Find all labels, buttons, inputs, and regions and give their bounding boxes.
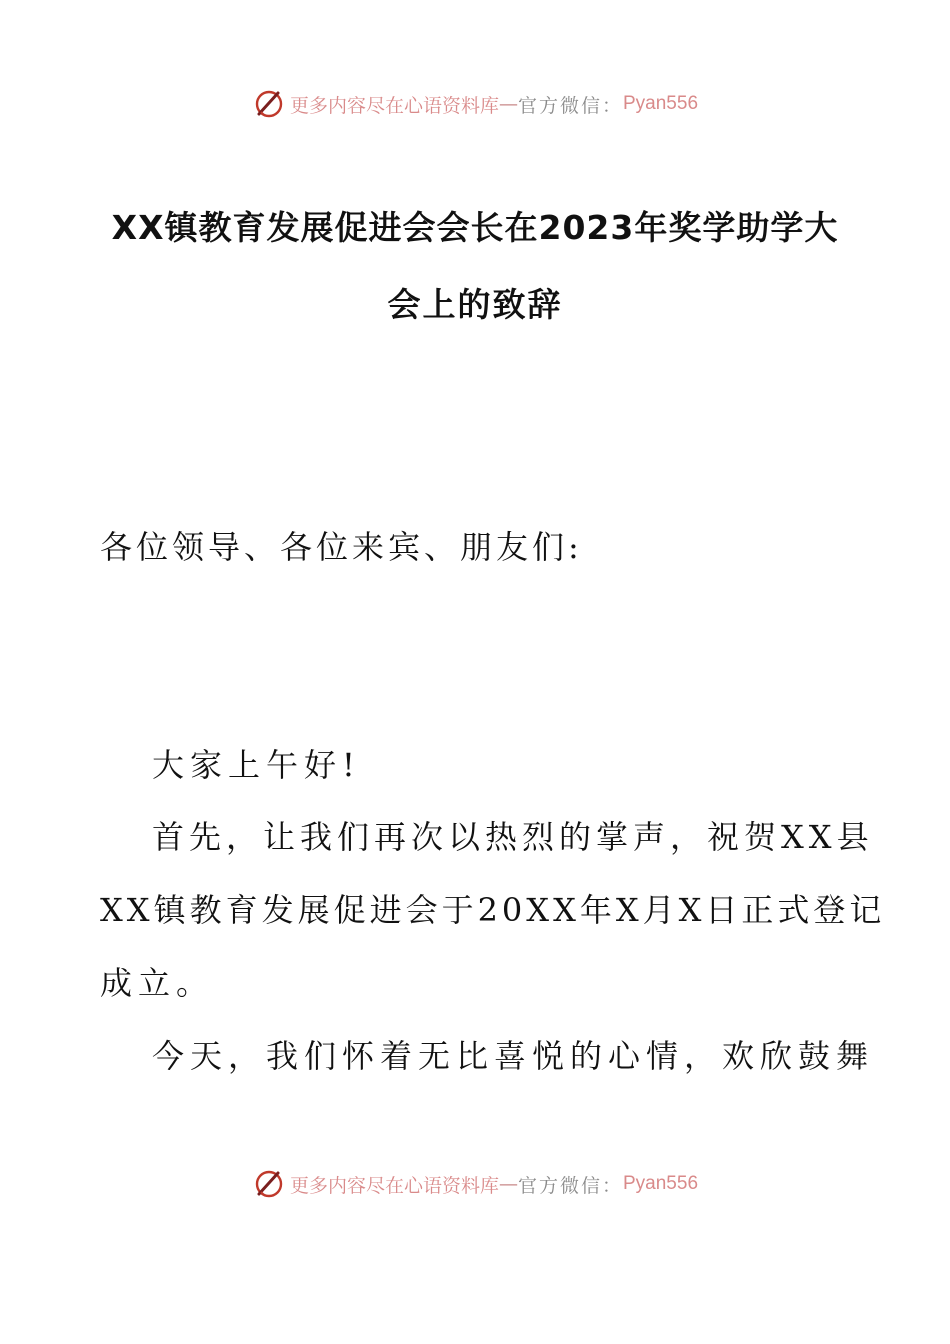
header-watermark-banner bbox=[0, 84, 950, 124]
footer-watermark-banner bbox=[0, 1164, 950, 1204]
watermark-wechat-id: Pyan556 bbox=[623, 93, 699, 114]
watermark-dash: — bbox=[498, 1173, 518, 1195]
paragraph-line: 成立。 bbox=[100, 964, 215, 1002]
pen-circle-logo-icon bbox=[252, 1167, 286, 1201]
document-title-line-2: 会上的致辞 bbox=[387, 285, 563, 324]
watermark-wechat-id: Pyan556 bbox=[623, 1173, 699, 1194]
salutation: 各位领导、各位来宾、朋友们: bbox=[100, 528, 583, 566]
paragraph-line: XX镇教育发展促进会于20XX年X月X日正式登记 bbox=[100, 891, 886, 929]
paragraph-line: 首先，让我们再次以热烈的掌声，祝贺XX县 bbox=[152, 818, 874, 856]
watermark-wechat-label: 官方微信： bbox=[517, 1174, 623, 1197]
document-title-line-1: XX镇教育发展促进会会长在2023年奖学助学大 bbox=[111, 208, 839, 247]
watermark-dash: — bbox=[498, 93, 518, 115]
watermark-red-text: 更多内容尽在心语资料库 bbox=[289, 94, 499, 117]
pen-circle-logo-icon bbox=[252, 87, 286, 121]
paragraph-line: 今天，我们怀着无比喜悦的心情，欢欣鼓舞 bbox=[152, 1037, 875, 1075]
watermark-wechat-label: 官方微信： bbox=[517, 94, 623, 117]
watermark-red-text: 更多内容尽在心语资料库 bbox=[289, 1174, 499, 1197]
paragraph-line: 大家上午好! bbox=[152, 746, 361, 784]
